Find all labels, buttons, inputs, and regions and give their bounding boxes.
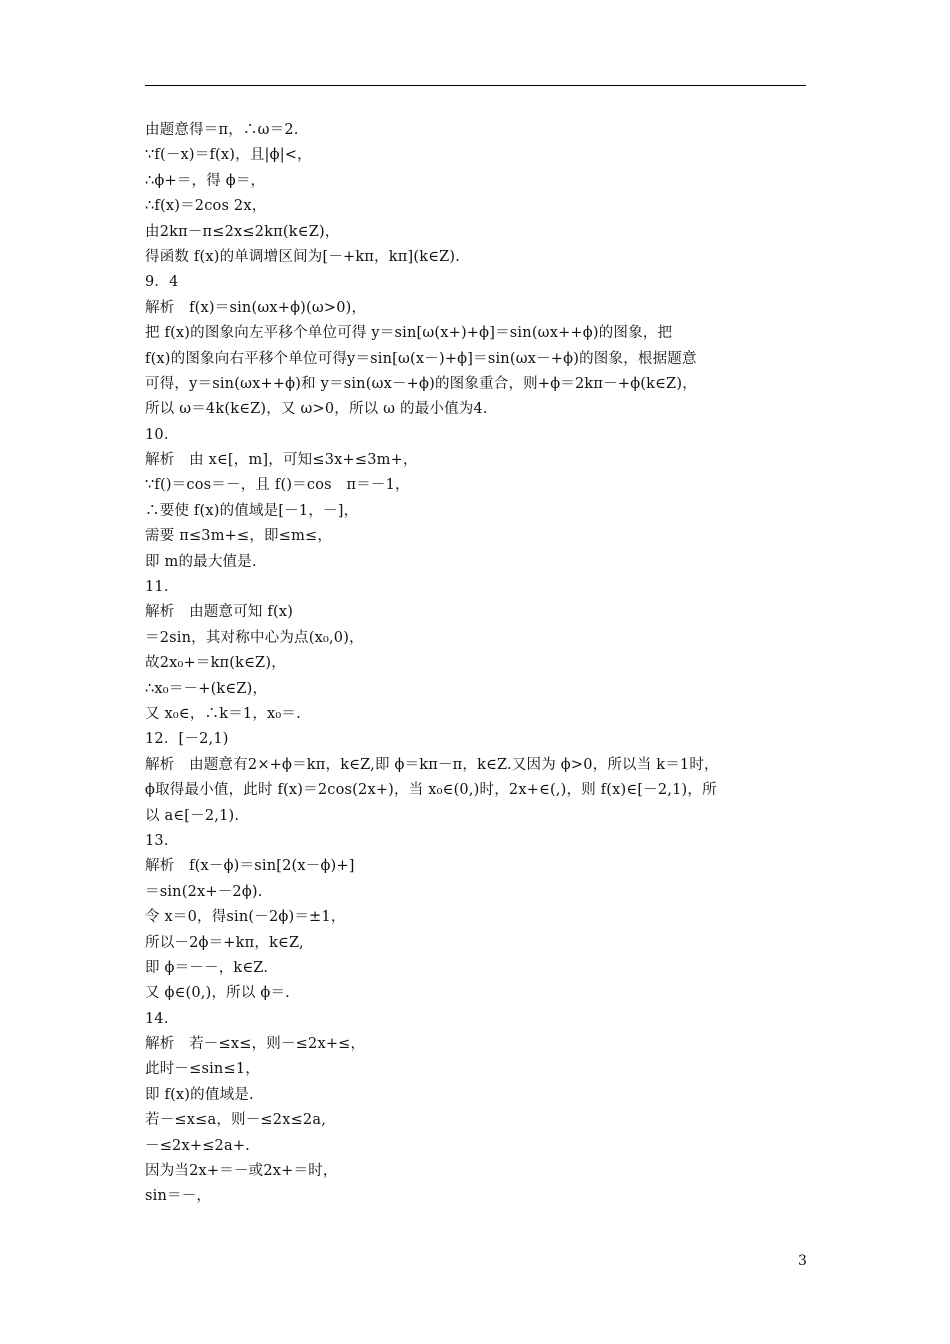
text-line: 解析 由 x∈[，m]，可知≤3x+≤3m+，	[145, 452, 418, 469]
text-line: 需要 π≤3m+≤，即≤m≤，	[145, 528, 333, 545]
text-line: ∴ϕ+＝，得 ϕ＝，	[145, 172, 266, 189]
problem-number: 14.	[145, 1010, 169, 1027]
problem-number: 13.	[145, 832, 169, 849]
text-line: 所以 ω＝4k(k∈Z)，又 ω>0，所以 ω 的最小值为4.	[145, 401, 488, 418]
page-number: 3	[798, 1253, 807, 1269]
text-line: ∴要使 f(x)的值域是[－1，－]，	[145, 502, 359, 519]
text-line: 由题意得＝π，∴ω＝2.	[145, 122, 299, 138]
document-body	[145, 118, 815, 1210]
text-line: ∴x₀＝－+(k∈Z)，	[145, 680, 268, 697]
text-line: ϕ取得最小值，此时 f(x)＝2cos(2x+)，当 x₀∈(0,)时，2x+∈(,)，则 f(x)∈[－2,1)，所	[145, 782, 717, 799]
text-line: 因为当2x+＝－或2x+＝时，	[145, 1163, 338, 1180]
text-line: ∴f(x)＝2cos 2x，	[145, 198, 267, 215]
text-line: 得函数 f(x)的单调增区间为[－+kπ，kπ](k∈Z).	[145, 248, 461, 265]
text-line: 又 ϕ∈(0,)，所以 ϕ＝.	[145, 985, 290, 1002]
text-line: 由2kπ－π≤2x≤2kπ(k∈Z)，	[145, 223, 340, 240]
text-line: 故2x₀+＝kπ(k∈Z)，	[145, 655, 286, 672]
text-line: ∵f(－x)＝f(x)，且|ϕ|<，	[145, 147, 312, 164]
text-line: 若－≤x≤a，则－≤2x≤2a,	[145, 1112, 327, 1129]
text-line: 所以－2ϕ＝+kπ，k∈Z,	[145, 934, 304, 951]
text-line: 令 x＝0，得sin(－2ϕ)＝±1，	[145, 909, 346, 926]
text-line: 即 f(x)的值域是.	[145, 1086, 254, 1103]
text-line: 解析 由题意有2×+ϕ＝kπ，k∈Z,即 ϕ＝kπ－π，k∈Z.又因为 ϕ>0，所以当 k＝1时，	[145, 756, 719, 773]
text-line: 此时－≤sin≤1，	[145, 1061, 260, 1078]
text-line: ∵f()＝cos＝－，且 f()＝cos π＝－1，	[145, 477, 410, 494]
header-rule	[145, 85, 806, 86]
text-line: 以 a∈[－2,1).	[145, 807, 240, 824]
text-line: ＝sin(2x+－2ϕ).	[145, 883, 263, 900]
text-line: 解析 若－≤x≤，则－≤2x+≤，	[145, 1036, 366, 1053]
text-line: 即 m的最大值是.	[145, 553, 257, 570]
problem-number: 11.	[145, 579, 169, 596]
problem-number: 10.	[145, 426, 169, 443]
text-line: －≤2x+≤2a+.	[145, 1137, 250, 1154]
text-line: 即 ϕ＝－－，k∈Z.	[145, 959, 269, 976]
text-line: 解析 f(x－ϕ)＝sin[2(x－ϕ)+]	[145, 858, 355, 875]
text-line: 把 f(x)的图象向左平移个单位可得 y＝sin[ω(x+)+ϕ]＝sin(ωx++ϕ)的图象，把	[145, 325, 673, 342]
text-line: 又 x₀∈，∴k＝1，x₀＝.	[145, 705, 301, 722]
text-line: f(x)的图象向右平移个单位可得y＝sin[ω(x－)+ϕ]＝sin(ωx－+ϕ)的图象，根据题意	[145, 350, 697, 367]
text-line: 解析 f(x)＝sin(ωx+ϕ)(ω>0)，	[145, 299, 367, 316]
text-line: 解析 由题意可知 f(x)	[145, 604, 294, 621]
text-line: sin＝－，	[145, 1188, 212, 1205]
problem-number: 12．[－2,1)	[145, 731, 229, 748]
text-line: 可得，y＝sin(ωx++ϕ)和 y＝sin(ωx－+ϕ)的图象重合，则+ϕ＝2kπ－+ϕ(k∈Z)，	[145, 375, 697, 392]
problem-number: 9．4	[145, 274, 179, 291]
text-line: ＝2sin，其对称中心为点(x₀,0)，	[145, 629, 364, 646]
